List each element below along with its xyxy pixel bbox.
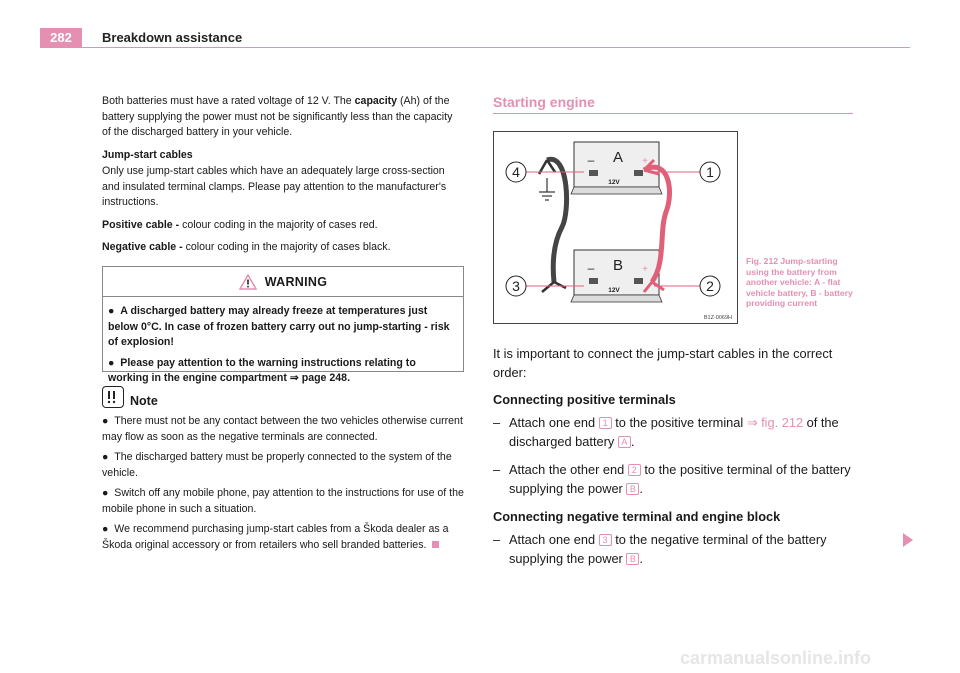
header-title: Breakdown assistance bbox=[102, 30, 243, 45]
right-column bbox=[493, 344, 863, 577]
note-item: ● We recommend purchasing jump-start cables from a Škoda dealer as a Škoda original accessory or from retailers who sell branded batteries. bbox=[102, 523, 449, 551]
positive-terminals-heading: Connecting positive terminals bbox=[493, 392, 676, 407]
callout-badge: 3 bbox=[599, 534, 612, 546]
step-item: – Attach the other end 2 to the positive terminal of the battery supplying the power B . bbox=[493, 462, 851, 496]
note-title: Note bbox=[130, 394, 158, 408]
note-item: ● There must not be any contact between the two vehicles otherwise current may flow as soon as the negative terminals are connected. bbox=[102, 415, 463, 443]
battery-a-voltage: 12V bbox=[608, 179, 620, 186]
battery-a-minus: – bbox=[587, 153, 595, 167]
section-end-marker bbox=[432, 541, 439, 548]
warning-box bbox=[102, 266, 464, 384]
page-header bbox=[40, 28, 910, 48]
cables-text: Only use jump-start cables which have an adequately large cross-section and insulated terminal clamps. Please pay attention to the manufacturer's instructions. bbox=[102, 165, 447, 208]
battery-a-plus: + bbox=[642, 156, 648, 167]
warning-item: ● Please pay attention to the warning instructions relating to working in the engine compartment ⇒ page 248. bbox=[108, 356, 416, 384]
warning-title: WARNING bbox=[264, 274, 328, 289]
cables-heading: Jump-start cables bbox=[102, 148, 193, 161]
step-item: – Attach one end 3 to the negative terminal of the battery supplying the power B . bbox=[493, 532, 827, 566]
callout-badge: 2 bbox=[628, 464, 641, 476]
callout-badge: B bbox=[626, 483, 639, 495]
warning-triangle-icon bbox=[239, 274, 257, 290]
callout-badge: A bbox=[618, 436, 631, 448]
jump-start-diagram bbox=[494, 132, 737, 323]
callout-badge: 1 bbox=[599, 417, 612, 429]
note-icon bbox=[102, 386, 124, 408]
watermark: carmanualsonline.info bbox=[680, 648, 872, 668]
note-header bbox=[102, 386, 158, 408]
battery-b-label: B bbox=[612, 257, 624, 274]
battery-b-voltage: 12V bbox=[608, 287, 620, 294]
negative-cable-line: Negative cable - colour coding in the majority of cases black. bbox=[102, 241, 391, 253]
callout-2: 2 bbox=[706, 278, 714, 294]
header-rule bbox=[40, 47, 910, 48]
callout-1: 1 bbox=[706, 164, 714, 180]
note-item: ● The discharged battery must be properly connected to the system of the vehicle. bbox=[102, 451, 452, 479]
negative-terminal-heading: Connecting negative terminal and engine block bbox=[493, 509, 781, 524]
section-rule bbox=[493, 113, 853, 114]
note-item: ● Switch off any mobile phone, pay attention to the instructions for use of the mobile phone in such a situation. bbox=[102, 487, 464, 515]
callout-badge: B bbox=[626, 553, 639, 565]
ground-symbol bbox=[539, 178, 555, 200]
figure-link[interactable]: ⇒ fig. 212 bbox=[746, 415, 804, 430]
section-title: Starting engine bbox=[493, 94, 595, 110]
page-number: 282 bbox=[40, 28, 82, 48]
intro-paragraph: Both batteries must have a rated voltage of 12 V. The capacity (Ah) of the battery supplying the power must not be significantly less than the capacity of the discharged battery in your vehicle. bbox=[102, 95, 453, 138]
battery-b-minus: – bbox=[587, 261, 595, 275]
step-item: – Attach one end 1 to the positive terminal ⇒ fig. 212 of the discharged battery A . bbox=[493, 415, 839, 449]
positive-cable-line: Positive cable - colour coding in the majority of cases red. bbox=[102, 218, 378, 231]
warning-header bbox=[103, 267, 463, 297]
battery-b-plus: + bbox=[642, 264, 648, 275]
note-body bbox=[102, 414, 464, 558]
jump-start-figure bbox=[493, 131, 738, 324]
figure-caption: Fig. 212 Jump-starting using the battery from another vehicle: A - flat vehicle battery, B - battery providing current bbox=[746, 256, 853, 308]
battery-a-label: A bbox=[612, 149, 624, 166]
steps-intro: It is important to connect the jump-start cables in the correct order: bbox=[493, 346, 833, 380]
left-column bbox=[102, 94, 464, 263]
warning-body bbox=[103, 297, 463, 387]
negative-cable bbox=[547, 159, 567, 282]
warning-item: ● A discharged battery may already freeze at temperatures just below 0°C. In case of frozen battery carry out no jump-starting - risk of explosion! bbox=[108, 305, 450, 348]
figure-code: B1Z-0069H bbox=[703, 315, 732, 321]
page-link[interactable]: page 248. bbox=[298, 372, 351, 384]
callout-4: 4 bbox=[512, 164, 520, 180]
callout-3: 3 bbox=[512, 278, 520, 294]
next-page-arrow-icon[interactable] bbox=[903, 533, 913, 547]
